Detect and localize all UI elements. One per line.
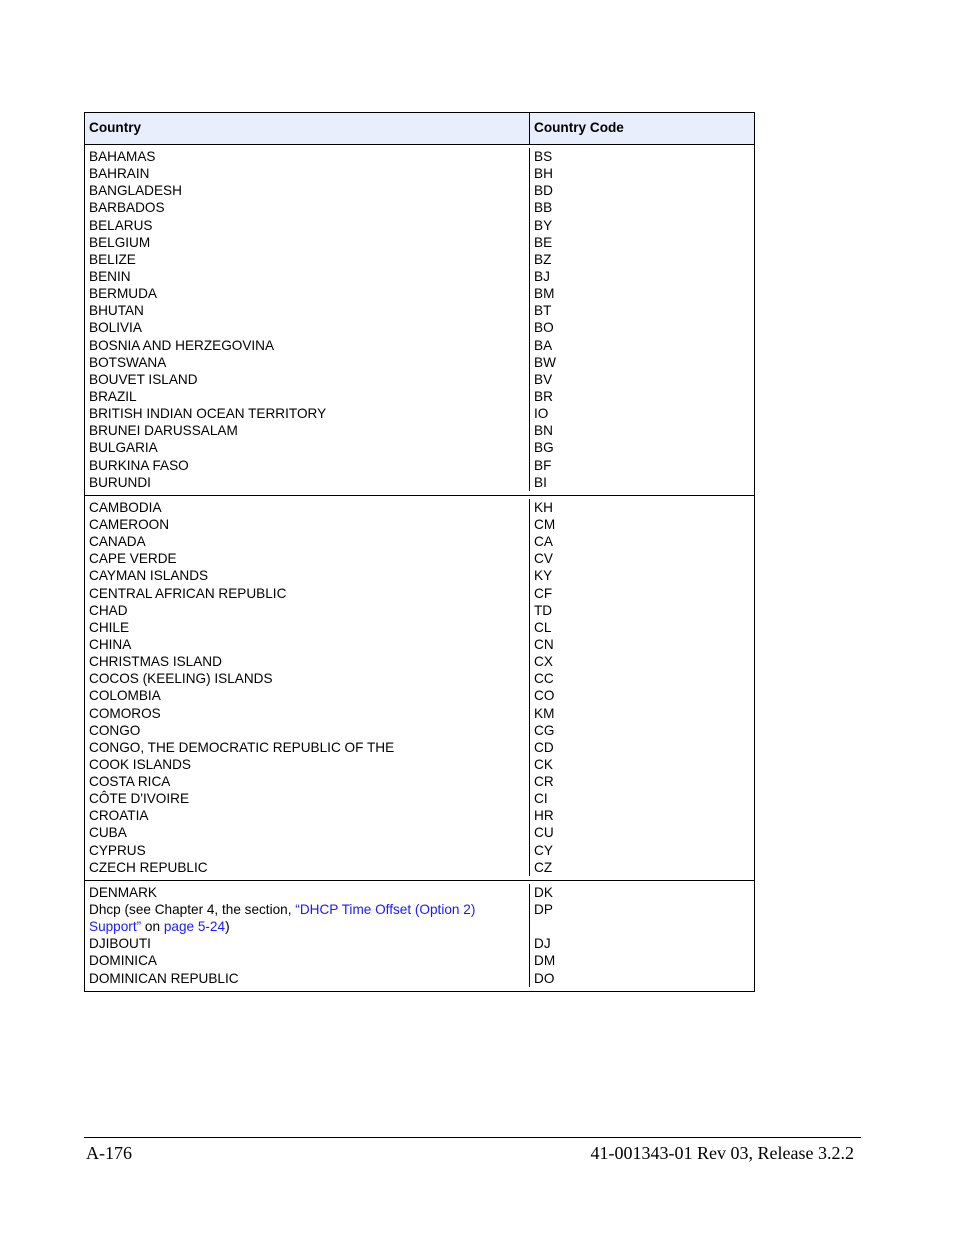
country-cell: BRUNEI DARUSSALAM — [89, 423, 238, 439]
code-cell: DJ — [534, 936, 551, 952]
code-cell: BE — [534, 234, 553, 250]
country-list-d — [85, 884, 530, 987]
code-list-c — [530, 499, 754, 876]
footer-divider — [84, 1137, 861, 1138]
country-cell: BELIZE — [89, 251, 136, 267]
country-cell: BOLIVIA — [89, 320, 142, 336]
country-cell: COSTA RICA — [89, 774, 171, 790]
code-list-d — [530, 884, 754, 987]
code-cell: KH — [534, 499, 553, 515]
code-list-d-rest — [534, 935, 754, 986]
code-cell: CU — [534, 825, 554, 841]
country-cell: CROATIA — [89, 808, 149, 824]
country-cell: CHAD — [89, 602, 128, 618]
dhcp-prefix: Dhcp (see Chapter 4, the section, — [89, 902, 296, 918]
dhcp-on-text: on — [141, 919, 164, 935]
country-cell: CAMEROON — [89, 516, 170, 532]
country-list-d-rest — [89, 935, 529, 986]
code-cell: CC — [534, 671, 554, 687]
country-list-b — [85, 148, 530, 491]
code-cell: CM — [534, 516, 556, 532]
country-cell: BOUVET ISLAND — [89, 371, 198, 387]
country-cell: BURUNDI — [89, 474, 151, 490]
code-cell-blank — [534, 918, 754, 935]
code-cell: HR — [534, 808, 554, 824]
code-cell: BD — [534, 183, 553, 199]
code-cell: KM — [534, 705, 555, 721]
code-cell: CR — [534, 774, 554, 790]
country-cell: CENTRAL AFRICAN REPUBLIC — [89, 585, 287, 601]
code-cell: BB — [534, 200, 553, 216]
page-number: A-176 — [86, 1143, 132, 1163]
country-cell: COOK ISLANDS — [89, 756, 191, 772]
country-cell: CYPRUS — [89, 842, 146, 858]
country-cell: CONGO — [89, 722, 141, 738]
code-cell: DP — [534, 902, 553, 918]
country-cell: DOMINICAN REPUBLIC — [89, 970, 239, 986]
code-cell: CZ — [534, 859, 553, 875]
document-id: 41-001343-01 Rev 03, Release 3.2.2 — [590, 1143, 854, 1163]
country-cell: CUBA — [89, 825, 127, 841]
code-cell: CX — [534, 654, 553, 670]
code-cell: KY — [534, 568, 553, 584]
country-cell: COCOS (KEELING) ISLANDS — [89, 671, 273, 687]
code-cell: BY — [534, 217, 553, 233]
country-cell: COLOMBIA — [89, 688, 161, 704]
country-cell: COMOROS — [89, 705, 161, 721]
header-country: Country — [85, 113, 530, 144]
page-reference-link[interactable]: page 5-24 — [163, 919, 226, 935]
code-cell: BR — [534, 388, 553, 404]
code-list-b — [530, 148, 754, 491]
code-cell: BW — [534, 354, 556, 370]
code-cell: IO — [534, 406, 549, 422]
country-cell: BENIN — [89, 268, 131, 284]
code-cell: BS — [534, 149, 553, 164]
dhcp-section-link-continued[interactable]: Support” — [89, 919, 142, 935]
code-cell: BM — [534, 286, 555, 302]
code-cell: CY — [534, 842, 553, 858]
code-cell: CK — [534, 756, 553, 772]
code-cell: BV — [534, 371, 553, 387]
header-country-code: Country Code — [534, 120, 624, 135]
country-cell: BELARUS — [89, 217, 153, 233]
table-header-row — [85, 113, 754, 145]
code-cell: CL — [534, 619, 552, 635]
country-cell: BHUTAN — [89, 303, 144, 319]
code-cell: CN — [534, 636, 554, 652]
country-cell: BRITISH INDIAN OCEAN TERRITORY — [89, 406, 327, 422]
country-cell: BANGLADESH — [89, 183, 182, 199]
country-cell: BELGIUM — [89, 234, 151, 250]
code-cell: DM — [534, 953, 556, 969]
code-cell: BJ — [534, 268, 550, 284]
country-cell: CAPE VERDE — [89, 551, 177, 567]
country-list-c — [85, 499, 530, 876]
code-cell: CF — [534, 585, 553, 601]
code-cell: BH — [534, 166, 553, 182]
code-cell: CO — [534, 688, 555, 704]
dhcp-note — [89, 901, 529, 935]
table-row-group-c — [85, 496, 754, 881]
country-cell: CÔTE D'IVOIRE — [89, 791, 190, 807]
code-cell: BG — [534, 440, 554, 456]
country-code-table — [84, 112, 755, 992]
code-cell: CV — [534, 551, 553, 567]
country-cell: CHINA — [89, 636, 132, 652]
country-cell: DJIBOUTI — [89, 936, 151, 952]
country-cell: BAHRAIN — [89, 166, 150, 182]
country-cell: BOTSWANA — [89, 354, 167, 370]
country-cell: CAMBODIA — [89, 499, 162, 515]
code-cell: TD — [534, 602, 553, 618]
table-row-group-d — [85, 881, 754, 991]
dhcp-section-link[interactable]: “DHCP Time Offset (Option 2) — [295, 902, 476, 918]
code-cell: BN — [534, 423, 553, 439]
country-cell: BERMUDA — [89, 286, 157, 302]
country-cell: CHRISTMAS ISLAND — [89, 654, 222, 670]
code-cell: BA — [534, 337, 553, 353]
country-cell: DENMARK — [89, 884, 157, 900]
code-cell: CA — [534, 534, 553, 550]
code-cell: CI — [534, 791, 548, 807]
country-cell: BARBADOS — [89, 200, 165, 216]
country-cell: BULGARIA — [89, 440, 158, 456]
country-cell: BOSNIA AND HERZEGOVINA — [89, 337, 275, 353]
dhcp-suffix: ) — [225, 919, 230, 935]
code-cell: BT — [534, 303, 552, 319]
country-cell: CONGO, THE DEMOCRATIC REPUBLIC OF THE — [89, 739, 395, 755]
country-cell: BRAZIL — [89, 388, 137, 404]
country-cell: BURKINA FASO — [89, 457, 189, 473]
country-cell: CHILE — [89, 619, 130, 635]
code-cell: CG — [534, 722, 555, 738]
country-cell: CANADA — [89, 534, 146, 550]
code-cell: BF — [534, 457, 552, 473]
code-cell: BO — [534, 320, 554, 336]
country-cell: CZECH REPUBLIC — [89, 859, 208, 875]
code-cell: BZ — [534, 251, 552, 267]
table-row-group-b — [85, 145, 754, 496]
code-cell: BI — [534, 474, 547, 490]
country-cell: BAHAMAS — [89, 149, 156, 164]
code-cell: DK — [534, 884, 553, 900]
country-cell: CAYMAN ISLANDS — [89, 568, 209, 584]
country-cell: DOMINICA — [89, 953, 157, 969]
code-cell: CD — [534, 739, 554, 755]
code-cell: DO — [534, 970, 555, 986]
